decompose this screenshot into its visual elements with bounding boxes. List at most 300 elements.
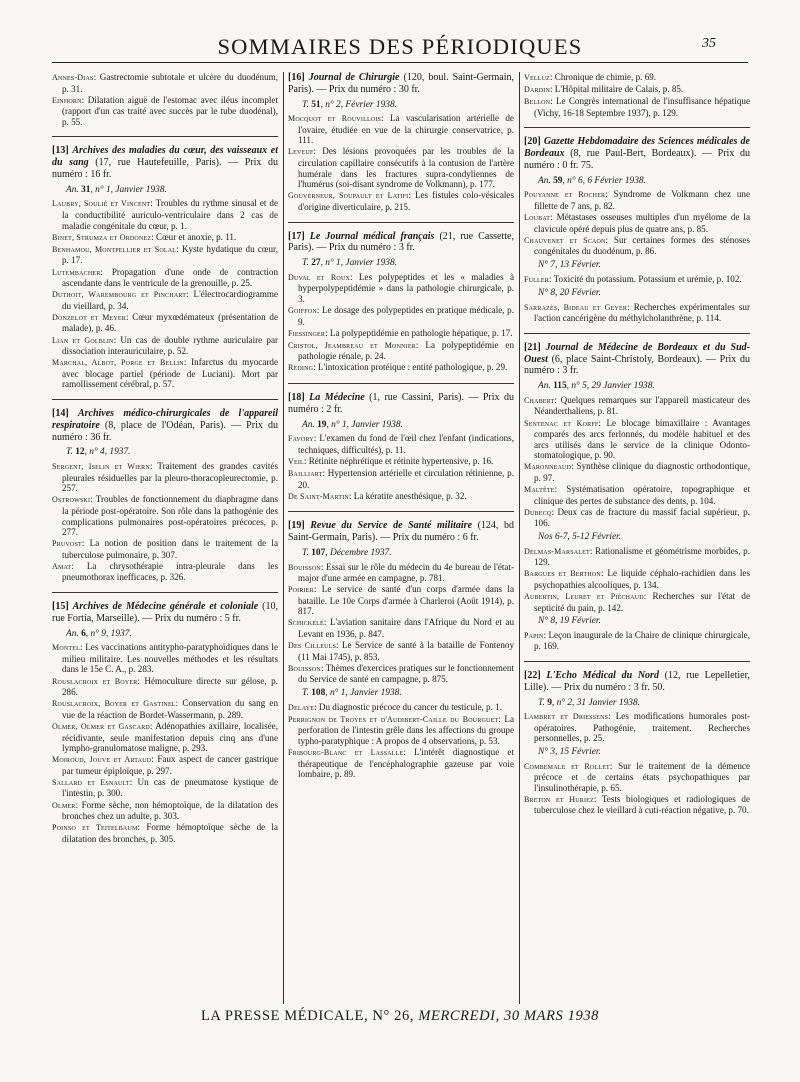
issue-prefix: T. xyxy=(302,547,312,558)
issue-line xyxy=(538,288,750,299)
article-entry xyxy=(288,702,514,714)
journal-heading xyxy=(52,408,278,443)
issue-line xyxy=(66,629,278,640)
page-title: SOMMAIRES DES PÉRIODIQUES xyxy=(217,34,583,59)
journal-number: [21] xyxy=(524,341,541,353)
article-title: : Le dosage des polypeptides en pratique médicale, p. 9. xyxy=(298,305,514,327)
article-title: : Gastrectomie subtotale et ulcère du duodénum, p. 31. xyxy=(62,72,278,94)
issue-details: , n° 2, 31 Janvier 1938. xyxy=(551,697,641,708)
article-entry xyxy=(288,747,514,780)
journal-name: Archives médico-chirurgicales de l'appareil respiratoire xyxy=(52,408,278,431)
issue-volume: 115 xyxy=(553,381,567,392)
article-entry xyxy=(524,484,750,506)
article-entry xyxy=(524,711,750,744)
article-title: : Kyste hydatique du cœur, p. 17. xyxy=(62,243,278,266)
article-entry xyxy=(524,461,750,483)
article-authors: Benhamou, Montpellier et Solal xyxy=(52,244,177,254)
article-title: : L'examen du fond de l'œil chez l'enfant (indications, techniques, difficultés), p. 11. xyxy=(298,433,514,455)
article-authors: Duthoit, Warembourg et Pinchart xyxy=(52,290,187,300)
header-rule xyxy=(52,62,748,63)
article-entry xyxy=(52,312,278,334)
article-authors: Fribourg-Blanc et Lassalle xyxy=(288,748,404,757)
article-title: : Faux aspect de cancer gastrique par tumeur épiploïque, p. 297. xyxy=(62,754,278,776)
section-separator xyxy=(288,511,514,512)
journal-name: Archives de Médecine générale et coloniale xyxy=(72,601,259,613)
article-authors: Loubat xyxy=(524,213,551,223)
article-entry xyxy=(288,146,514,189)
article-authors: Annes-Dias xyxy=(52,73,94,82)
article-title: : Hypertension artérielle et circulation rétinienne, p. 20. xyxy=(298,468,514,490)
article-entry xyxy=(524,546,750,568)
article-authors: Pouyanne et Rocher xyxy=(524,190,606,200)
article-authors: Chauvenet et Scaon xyxy=(524,235,606,245)
article-entry xyxy=(288,305,514,327)
journal-heading xyxy=(52,145,278,180)
journal-heading xyxy=(524,342,750,377)
issue-volume: 27 xyxy=(311,258,321,269)
journal-name: Archives des maladies du cœur, des vaisseaux et du sang xyxy=(52,145,278,169)
column-1 xyxy=(52,72,278,1004)
article-authors: Delaye xyxy=(288,702,315,712)
article-entry xyxy=(288,663,514,685)
article-title: : Forme hémoptoïque sèche de la dilatation des bronches, p. 305. xyxy=(62,822,278,844)
article-title: : La vascularisation artérielle de l'ovaire, étudiée en vue de la chirurgie conservatrice, p. 111. xyxy=(298,113,514,146)
journal-name: La Médecine xyxy=(309,392,365,404)
article-entry xyxy=(288,584,514,617)
issue-line xyxy=(538,698,750,709)
article-title: : L'électrocardiogramme du vieillard, p. 34. xyxy=(62,289,278,311)
article-authors: Poirier xyxy=(288,585,314,595)
issue-volume: 59 xyxy=(553,175,563,186)
article-title: : Essai sur le rôle du médecin du 4e bureau de l'état-major d'une armée en campagne, p. 781. xyxy=(298,561,514,584)
journal-address-price: (21, rue Cassette, Paris). — Prix du numéro : 3 fr. xyxy=(288,230,514,254)
article-entry xyxy=(524,235,750,257)
article-authors: Sallard et Esnault xyxy=(52,777,130,787)
issue-details: , n° 2, Février 1938. xyxy=(320,99,397,110)
footer-publication: LA PRESSE MÉDICALE, N° 26, xyxy=(200,1008,419,1024)
column-divider xyxy=(283,72,284,1004)
article-title: : La notion de position dans le traitement de la tuberculose pulmonaire, p. 307. xyxy=(62,538,278,560)
article-authors: Poinso et Teitelbaum xyxy=(52,823,138,833)
article-authors: Lutembacher xyxy=(52,267,101,277)
article-authors: Laubry, Soulié et Vincent xyxy=(52,199,151,209)
issue-prefix: T. xyxy=(302,688,312,699)
journal-name: L'Echo Médical du Nord xyxy=(546,669,659,681)
issue-volume: 108 xyxy=(311,688,326,699)
article-authors: Combemale et Rollet xyxy=(524,761,610,771)
article-entry xyxy=(52,561,278,583)
article-authors: Donzelot et Meyer xyxy=(52,312,126,322)
issue-details: , n° 1, Janvier 1938. xyxy=(325,688,402,699)
article-title: : Syndrome de Volkmann chez une fillette de 7 ans, p. 82. xyxy=(534,189,750,211)
article-title: : Troubles du rythme sinusal et de la conductibilité auriculo-ventriculaire dans 2 cas de maladie congénitale du cœur, p. 1. xyxy=(62,198,278,231)
article-entry xyxy=(52,72,278,94)
issue-volume: 19 xyxy=(317,419,327,430)
issue-prefix: N° xyxy=(538,616,551,627)
article-authors: Goiffon xyxy=(288,306,317,315)
article-title: : Traitement des grandes cavités pleurales résiduelles par la pleuro-thoracopleurectomie, p. 257. xyxy=(62,461,278,494)
article-entry xyxy=(288,190,514,212)
article-entry xyxy=(524,84,750,96)
article-title: : Infarctus du myocarde avec blocage partiel (période de Luciani). Mort par ramollissement cérébral, p. 57. xyxy=(62,357,278,390)
article-title: : La kératite anesthésique, p. 32. xyxy=(348,490,467,501)
article-authors: Rouslacroix et Boyer xyxy=(52,676,138,686)
article-authors: Moiroud, Jouve et Artaud xyxy=(52,755,152,765)
article-entry xyxy=(288,456,514,468)
issue-details: , n° 1, Janvier 1938. xyxy=(320,258,397,269)
issue-line xyxy=(538,616,750,627)
article-title: : Les fistules colo-vésicales d'origine diverticulaire, p. 215. xyxy=(298,190,514,212)
article-title: : Un cas de double rythme auriculaire par dissociation interauriculaire, p. 52. xyxy=(62,334,278,357)
article-authors: Papin xyxy=(524,630,544,640)
article-entry xyxy=(288,468,514,490)
article-entry xyxy=(524,302,750,324)
issue-details: , n° 6, 6 Février 1938. xyxy=(562,175,646,186)
journal-name: Gazette Hebdomadaire des Sciences médicales de Bordeaux xyxy=(524,136,750,160)
issue-details: , n° 1, Janvier 1938. xyxy=(90,184,167,195)
issue-line xyxy=(538,176,750,187)
article-entry xyxy=(52,267,278,289)
article-title: : Le service de santé d'un corps d'armée dans la bataille. Le 10e Corps d'armée à Charleroi (Août 1914), p. 817. xyxy=(298,584,514,617)
section-separator xyxy=(52,399,278,400)
article-title: : Systématisation opératoire, topographique et clinique des pertes de substance des dents, p. 104. xyxy=(534,484,750,506)
issue-details: 8, 19 Février. xyxy=(550,616,601,627)
article-entry xyxy=(524,591,750,613)
journal-heading xyxy=(288,520,514,544)
article-entry xyxy=(288,328,514,340)
issue-line xyxy=(302,420,514,431)
issue-details: , Décembre 1937. xyxy=(325,547,392,558)
article-title: : Propagation d'une onde de contraction ascendante dans le ventricule de la grenouille, p. 25. xyxy=(62,266,278,289)
article-authors: De Saint-Martin xyxy=(288,491,349,501)
issue-details: , n° 4, 1937. xyxy=(84,447,131,458)
journal-heading xyxy=(288,72,514,96)
issue-prefix: An. xyxy=(66,184,82,195)
article-authors: Bailliart xyxy=(288,469,323,479)
article-authors: Fiessinger xyxy=(288,328,326,338)
issue-details: , n° 1, Janvier 1938. xyxy=(326,419,403,430)
article-entry xyxy=(52,357,278,390)
article-entry xyxy=(524,630,750,652)
article-authors: Velluz xyxy=(524,73,550,82)
article-entry xyxy=(288,640,514,662)
issue-volume: 9 xyxy=(547,697,552,708)
article-authors: Amat xyxy=(52,561,72,571)
issue-volume: 12 xyxy=(75,447,85,458)
journal-heading xyxy=(288,392,514,416)
journal-heading xyxy=(52,601,278,625)
article-entry xyxy=(288,562,514,584)
journal-heading xyxy=(288,231,514,255)
issue-line xyxy=(302,688,514,699)
issue-volume: 51 xyxy=(311,99,321,110)
article-entry xyxy=(52,800,278,822)
article-authors: Sergent, Iselin et Wiern xyxy=(52,462,150,472)
article-title: : Métastases osseuses multiples d'un myélome de la clavicule opéré depuis plus de quatre ans, p. 85. xyxy=(534,212,750,234)
article-authors: Dardin xyxy=(524,85,550,95)
article-title: : Hémoculture directe sur gélose, p. 286. xyxy=(62,675,278,698)
article-entry xyxy=(524,189,750,211)
issue-prefix: An. xyxy=(302,419,318,430)
article-title: : La polypeptidémie en pathologie hépatique, p. 17. xyxy=(325,327,513,338)
article-entry xyxy=(524,212,750,234)
article-entry xyxy=(52,289,278,311)
section-separator xyxy=(524,661,750,662)
article-authors: Ostrowski xyxy=(52,495,91,505)
issue-details: , n° 9, 1937. xyxy=(85,628,132,639)
journal-name: Journal de Médecine de Bordeaux et du Sud-Ouest xyxy=(524,341,750,365)
article-title: : Troubles de fonctionnement du diaphragme dans la période post-opératoire. Son rôle dans la pathogénie des complications pulmonaires post-opératoires précoces, p. 277. xyxy=(62,494,278,538)
article-title: : Les vaccinations antitypho-paratyphoïdiques dans le milieu militaire. Les nouvelles méthodes et les résultats dans le 15e C. A., p. 283. xyxy=(62,642,278,675)
issue-prefix: T. xyxy=(302,258,312,269)
article-authors: Schickelé xyxy=(288,618,324,628)
article-authors: Maronneaud xyxy=(524,462,572,472)
journal-address-price: (8, rue Paul-Bert, Bordeaux). — Prix du numéro : 0 fr. 75. xyxy=(524,148,750,171)
article-title: : Les modifications humorales post-opératoires. Pathogénie, traitement. Recherches personnelles, p. 25. xyxy=(534,711,750,744)
article-title: : Forme sèche, non hémoptoïque, de la dilatation des bronches chez un adulte, p. 303. xyxy=(62,799,278,822)
article-authors: Reding xyxy=(288,363,314,373)
article-title: : Toxicité du potassium. Potassium et urémie, p. 102. xyxy=(548,273,742,284)
article-title: : Sur certaines formes des sténoses congénitales du duodénum, p. 86. xyxy=(534,234,750,257)
issue-details: 8, 20 Février. xyxy=(550,288,601,299)
article-title: : Adénopathies axillaire, localisée, récidivante, seule manifestation depuis cinq ans d'une lympho-granulomatose maligne, p. 293. xyxy=(62,720,278,754)
journal-number: [14] xyxy=(52,408,69,420)
article-title: : Tests biologiques et radiologiques de tuberculose chez le vieillard à cuti-réaction négative, p. 70. xyxy=(534,793,750,816)
article-entry xyxy=(288,491,514,503)
article-authors: Binet, Strumza et Ordonez xyxy=(52,232,152,242)
article-entry xyxy=(524,395,750,417)
article-entry xyxy=(524,568,750,590)
section-separator xyxy=(52,592,278,593)
article-title: : L'intérêt diagnostique et thérapeutique de l'encéphalographie gazeuse par voie lombaire, p. 89. xyxy=(298,747,514,780)
issue-prefix: T. xyxy=(302,99,312,110)
issue-line xyxy=(538,532,750,543)
column-3 xyxy=(524,72,750,1004)
issue-prefix: T. xyxy=(538,697,548,708)
article-title: : Rétinite néphrétique et rétinite hypertensive, p. 16. xyxy=(303,455,494,466)
article-title: : Quelques remarques sur l'appareil masticateur des Néanderthaliens, p. 81. xyxy=(534,394,750,417)
issue-details: 7, 13 Février. xyxy=(550,259,601,270)
page-header xyxy=(0,30,800,64)
issue-prefix: An. xyxy=(538,381,554,392)
article-authors: Breton et Huriez xyxy=(524,794,594,804)
article-entry xyxy=(288,362,514,374)
article-entry xyxy=(52,198,278,231)
article-authors: Maltête xyxy=(524,485,555,495)
article-entry xyxy=(288,617,514,639)
issue-line xyxy=(66,447,278,458)
article-entry xyxy=(288,433,514,455)
page-footer xyxy=(0,1008,800,1025)
article-authors: Cristol, Jeambreau et Monnier xyxy=(288,340,416,350)
article-entry xyxy=(52,461,278,494)
article-authors: Perrignon de Troyes et d'Audibert-Caille du Bourguet xyxy=(288,714,499,724)
article-title: : Des lésions provoquées par les troubles de la circulation capillaire consécutifs à la contusion de l'artère humérale dans les fractures supra-condyliennes de l'humérus (soi-disant syndrome de Volkmann), p. 177. xyxy=(298,146,514,190)
issue-prefix: An. xyxy=(538,175,554,186)
article-authors: Mocquot et Rouvillois xyxy=(288,114,382,124)
journal-number: [22] xyxy=(524,669,541,681)
article-entry xyxy=(52,777,278,799)
article-title: : Le liquide céphalo-rachidien dans les psychopathies alcooliques, p. 134. xyxy=(534,568,750,590)
article-authors: Favory xyxy=(288,434,314,444)
article-entry xyxy=(52,335,278,357)
article-entry xyxy=(524,72,750,84)
article-entry xyxy=(288,272,514,305)
journal-address-price: (17, rue Hautefeuille, Paris). — Prix du numéro : 16 fr. xyxy=(52,157,278,181)
journal-address-price: (1, rue Cassini, Paris). — Prix du numéro : 2 fr. xyxy=(288,392,514,415)
article-title: : Un cas de pneumatose kystique de l'intestin, p. 300. xyxy=(62,776,278,799)
article-entry xyxy=(524,794,750,816)
article-authors: Olmer, Olmer et Gascard xyxy=(52,721,150,731)
article-entry xyxy=(52,494,278,537)
issue-volume: 31 xyxy=(81,184,91,195)
article-authors: Leveuf xyxy=(288,147,314,157)
journal-number: [18] xyxy=(288,392,305,404)
section-separator xyxy=(524,333,750,334)
issue-details: 6-7, 5-12 Février. xyxy=(554,532,622,542)
issue-details: , n° 5, 29 Janvier 1938. xyxy=(566,381,655,392)
article-entry xyxy=(524,96,750,118)
section-separator xyxy=(288,222,514,223)
journal-name: Le Journal médical français xyxy=(309,230,435,242)
article-entry xyxy=(52,676,278,698)
columns-container xyxy=(52,72,752,1004)
article-title: : Le Service de santé à la bataille de Fontenoy (11 Mai 1745), p. 853. xyxy=(298,640,514,662)
section-separator xyxy=(288,383,514,384)
article-entry xyxy=(52,232,278,244)
article-title: : Deux cas de fracture du massif facial supérieur, p. 106. xyxy=(534,506,750,529)
journal-address-price: (120, boul. Saint-Germain, Paris). — Prix du numéro : 30 fr. xyxy=(288,72,514,95)
article-entry xyxy=(52,721,278,754)
journal-address-price: (6, place Saint-Christoly, Bordeaux). — Prix du numéro : 3 fr. xyxy=(524,353,750,377)
page-number: 35 xyxy=(702,36,716,51)
article-title: : Cœur et anoxie, p. 11. xyxy=(151,231,237,242)
article-entry xyxy=(524,507,750,529)
journal-number: [19] xyxy=(288,520,305,532)
article-entry xyxy=(524,761,750,794)
article-entry xyxy=(52,822,278,844)
issue-line xyxy=(302,258,514,269)
article-title: : Thèmes d'exercices pratiques sur le fonctionnement du Service de santé en campagne, p. 875. xyxy=(298,662,514,685)
article-authors: Aubertin, Leuret et Piéchaud xyxy=(524,591,644,601)
journal-name: Journal de Chirurgie xyxy=(308,72,400,83)
article-title: : L'Hôpital militaire de Calais, p. 85. xyxy=(549,84,684,95)
article-title: : La perforation de l'intestin grêle dans les affections du groupe typho-paratyphique : A propos de 4 observations, p. 53. xyxy=(298,713,514,746)
journal-address-price: (124, bd Saint-Germain, Paris). — Prix du numéro : 6 fr. xyxy=(288,520,514,544)
article-authors: Olmer xyxy=(52,800,76,810)
article-authors: Bouisson xyxy=(288,663,321,673)
article-entry xyxy=(288,113,514,146)
article-authors: Duval et Roux xyxy=(288,272,351,282)
issue-line xyxy=(538,747,750,758)
article-title: : L'intoxication protéique : entité pathologique, p. 29. xyxy=(313,362,508,373)
article-title: : Le blocage bimaxillaire : Avantages comparés des arcs ferlonnés, du modèle habituel et des arcs utilisés dans le service de la clinique Odonto-stomatologique, p. 90. xyxy=(534,417,750,461)
article-entry xyxy=(52,754,278,776)
article-entry xyxy=(52,538,278,560)
article-title: : Du diagnostic précoce du cancer du testicule, p. 1. xyxy=(314,701,502,712)
article-authors: Des Cilleuls xyxy=(288,641,337,651)
article-authors: Bellon xyxy=(524,97,551,107)
article-title: : Sur le traitement de la démence précoce et de certains états psychopathiques par l'insulinothérapie, p. 65. xyxy=(534,760,750,793)
article-entry xyxy=(524,418,750,461)
issue-line xyxy=(538,260,750,271)
article-title: : Chronique de chimie, p. 69. xyxy=(549,72,657,82)
journal-number: [17] xyxy=(288,230,305,242)
issue-prefix: An. xyxy=(66,628,82,639)
article-title: : Synthèse clinique du diagnostic orthodontique, p. 97. xyxy=(534,461,750,484)
article-title: : La chrysothérapie intra-pleurale dans les pneumothorax inefficaces, p. 326. xyxy=(62,560,278,583)
article-title: : Rationalisme et géométrisme morbides, p. 129. xyxy=(534,545,750,568)
issue-volume: 107 xyxy=(311,547,326,558)
article-authors: Bouisson xyxy=(288,562,321,572)
article-authors: Chabert xyxy=(524,395,555,405)
issue-details: 3, 15 Février. xyxy=(550,746,601,757)
issue-volume: 6 xyxy=(81,628,86,639)
article-authors: Sarrazès, Bideau et Geyer xyxy=(524,302,628,312)
article-title: : L'aviation sanitaire dans l'Afrique du Nord et au Levant en 1936, p. 847. xyxy=(298,617,514,640)
article-authors: Einhorn xyxy=(52,95,82,105)
article-authors: Veil xyxy=(288,456,304,466)
issue-line xyxy=(538,381,750,392)
journal-number: [15] xyxy=(52,601,69,613)
article-entry xyxy=(52,698,278,720)
article-title: : Recherches sur l'état de septicité du pain, p. 142. xyxy=(534,590,750,613)
article-authors: Sentenac et Korff xyxy=(524,418,599,428)
article-title: : Dilatation aiguë de l'estomac avec iléus incomplet (rapport d'un cas traité avec succès par le tube duodénal), p. 55. xyxy=(62,94,278,127)
article-authors: Montel xyxy=(52,643,80,653)
journal-number: [13] xyxy=(52,145,69,157)
article-entry xyxy=(288,340,514,362)
journal-address-price: (12, rue Lepelletier, Lille). — Prix du numéro : 3 fr. 50. xyxy=(524,669,750,693)
column-divider xyxy=(519,72,520,1004)
article-title: : Cœur myxœdémateux (présentation de malade), p. 46. xyxy=(62,311,278,334)
article-authors: Bargues et Berthon xyxy=(524,569,601,579)
article-entry xyxy=(52,642,278,675)
article-title: : La polypeptidémie en pathologie rénale, p. 24. xyxy=(298,339,514,362)
issue-prefix: N° xyxy=(538,746,551,757)
footer-date: MERCREDI, 30 MARS 1938 xyxy=(418,1008,600,1024)
issue-prefix: N° xyxy=(538,259,551,270)
article-authors: Delmas-Marsalet xyxy=(524,546,590,556)
issue-line xyxy=(302,100,514,111)
article-title: : Le Congrès international de l'insuffisance hépatique (Vichy, 16-18 Septembre 1937), p. 129. xyxy=(534,96,750,118)
journal-address-price: (10, rue Fortia, Marseille). — Prix du numéro : 5 fr. xyxy=(52,601,278,624)
issue-prefix: N° xyxy=(538,288,551,299)
journal-heading xyxy=(524,670,750,694)
journal-name: Revue du Service de Santé militaire xyxy=(310,520,473,532)
article-authors: Marchal, Albot, Porge et Bellin xyxy=(52,358,184,368)
article-authors: Dubecq xyxy=(524,507,552,517)
journal-number: [20] xyxy=(524,136,541,148)
article-authors: Gouverneur, Soupault et Latifi xyxy=(288,191,409,201)
issue-line xyxy=(66,185,278,196)
article-title: : Les polypeptides et les « maladies à hyperpolypeptidémie » dans la pathologie chirurgicale, p. 3. xyxy=(298,271,514,304)
issue-prefix: Nos xyxy=(538,532,555,542)
article-title: : Conservation du sang en vue de la réaction de Bordet-Wassermann, p. 289. xyxy=(62,698,278,720)
journal-heading xyxy=(524,136,750,171)
article-entry xyxy=(524,274,750,286)
issue-prefix: T. xyxy=(66,447,76,458)
article-title: : Leçon inaugurale de la Chaire de clinique chirurgicale, p. 169. xyxy=(534,629,750,652)
section-separator xyxy=(52,136,278,137)
article-authors: Pruvost xyxy=(52,539,82,549)
article-authors: Lian et Golblin xyxy=(52,335,114,345)
article-entry xyxy=(52,244,278,266)
article-title: : Recherches expérimentales sur l'action cancérigène du méthylcholanthrène, p. 114. xyxy=(534,301,750,324)
column-2 xyxy=(288,72,514,1004)
article-entry xyxy=(52,95,278,128)
article-entry xyxy=(288,714,514,747)
